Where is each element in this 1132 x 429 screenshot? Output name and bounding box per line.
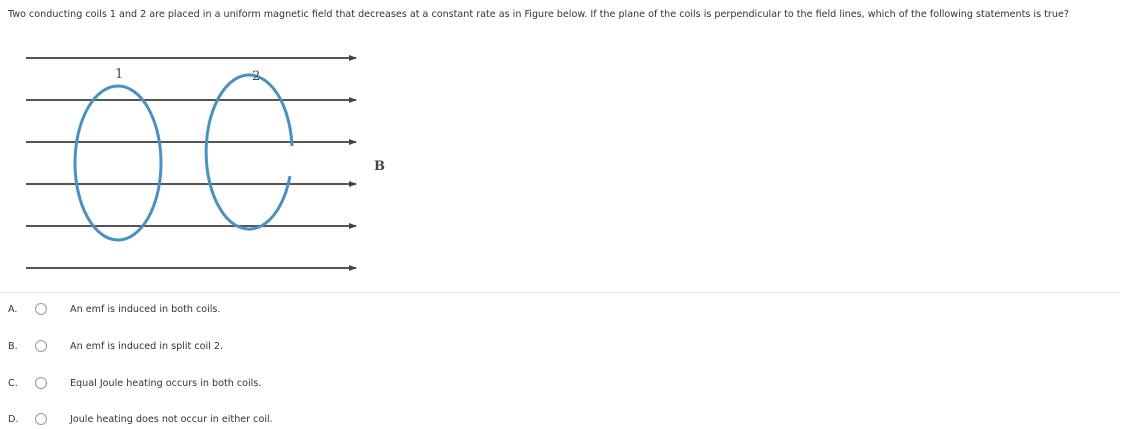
coil-2: [206, 75, 292, 229]
option-c-letter: C.: [8, 378, 18, 389]
option-b-text[interactable]: An emf is induced in split coil 2.: [70, 341, 224, 352]
option-c-radio[interactable]: [35, 377, 47, 389]
option-c[interactable]: [0, 376, 600, 394]
option-d-text[interactable]: Joule heating does not occur in either coil.: [70, 414, 273, 425]
question-text: Two conducting coils 1 and 2 are placed in a uniform magnetic field that decreases at a constant rate as in Figure below. If the plane of the coils is perpendicular to the field lines, which of the following statements is true?: [8, 9, 1069, 20]
coil-2-label: 2: [252, 69, 261, 84]
divider: [0, 292, 1120, 293]
option-d-radio[interactable]: [35, 413, 47, 425]
option-d-letter: D.: [8, 414, 19, 425]
field-label: B: [374, 159, 385, 174]
option-a-radio[interactable]: [35, 303, 47, 315]
option-b-radio[interactable]: [35, 340, 47, 352]
option-b-letter: B.: [8, 341, 18, 352]
option-b[interactable]: [0, 339, 600, 357]
option-d[interactable]: [0, 412, 600, 429]
magnetic-field-figure: [0, 0, 420, 290]
option-a-letter: A.: [8, 304, 18, 315]
option-a[interactable]: [0, 302, 600, 320]
coil-1-label: 1: [115, 67, 124, 82]
coil-1: [75, 86, 161, 240]
option-a-text[interactable]: An emf is induced in both coils.: [70, 304, 221, 315]
option-c-text[interactable]: Equal Joule heating occurs in both coils.: [70, 378, 262, 389]
